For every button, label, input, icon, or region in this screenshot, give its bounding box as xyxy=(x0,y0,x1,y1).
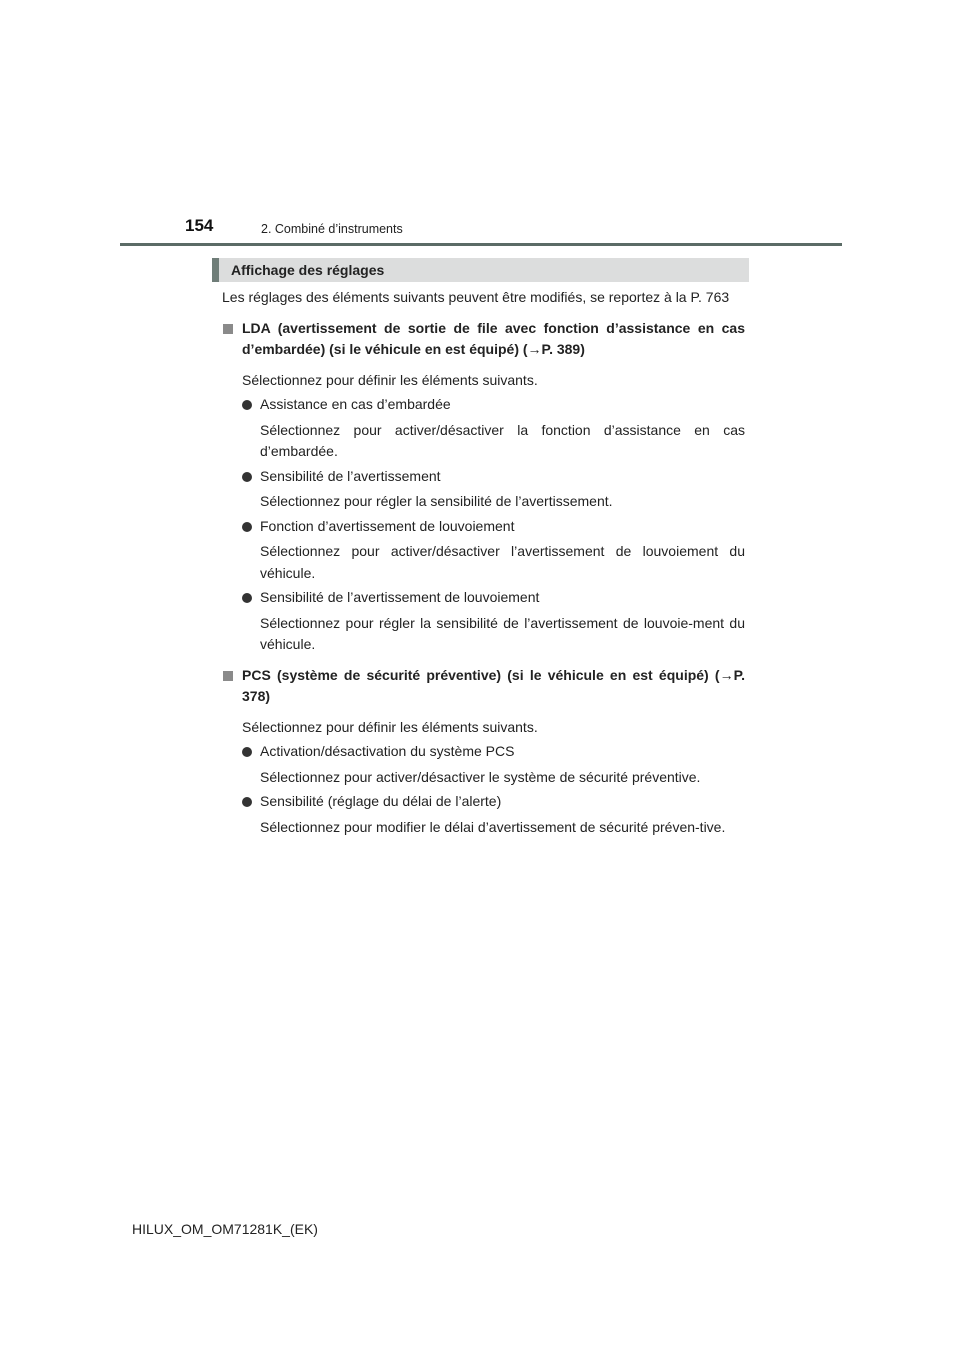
subsection-title xyxy=(222,318,745,361)
list-item-label: Sensibilité de l’avertissement de louvoiement xyxy=(260,589,540,605)
chapter-title: 2. Combiné d’instruments xyxy=(261,222,403,236)
subsection-desc: Sélectionnez pour définir les éléments suivants. xyxy=(242,371,538,388)
list-item-label: Sensibilité de l’avertissement xyxy=(260,467,441,484)
list-item-desc: Sélectionnez pour activer/désactiver le système de sécurité préventive. xyxy=(260,768,701,785)
round-bullet-icon xyxy=(242,797,252,807)
list-item xyxy=(222,791,745,813)
round-bullet-icon xyxy=(242,747,252,757)
list-item-label: Fonction d’avertissement de louvoiement xyxy=(260,517,515,534)
list-item-desc: Sélectionnez pour régler la sensibilité de l’avertissement. xyxy=(260,493,613,509)
round-bullet-icon xyxy=(242,522,252,532)
list-item xyxy=(222,394,745,416)
section-heading-bar xyxy=(212,258,749,282)
subsection-title xyxy=(222,665,745,708)
round-bullet-icon xyxy=(242,472,252,482)
list-item xyxy=(222,516,745,538)
subsection-desc: Sélectionnez pour définir les éléments suivants. xyxy=(242,718,538,735)
subsection-pcs xyxy=(222,665,745,839)
list-item-desc: Sélectionnez pour modifier le délai d’avertissement de sécurité préven-tive. xyxy=(260,818,726,835)
round-bullet-icon xyxy=(242,400,252,410)
footer-code: HILUX_OM_OM71281K_(EK) xyxy=(132,1221,318,1237)
list-item-label: Activation/désactivation du système PCS xyxy=(260,743,515,759)
content xyxy=(222,287,745,841)
list-item-label: Sensibilité (réglage du délai de l’alerte) xyxy=(260,793,502,809)
list-item-label: Assistance en cas d’embardée xyxy=(260,396,451,412)
square-bullet-icon xyxy=(223,671,233,681)
list-item-desc: Sélectionnez pour activer/désactiver la fonction d’assistance en cas d’embardée. xyxy=(260,421,745,459)
list-item-desc: Sélectionnez pour régler la sensibilité de l’avertissement de louvoie-ment du véhicule. xyxy=(260,614,745,652)
subsection-lda xyxy=(222,318,745,656)
list-item xyxy=(222,466,745,488)
subsection-title-text: LDA (avertissement de sortie de file avec fonction d’assistance en cas d’embardée) (si le véhicule en est équipé) (→P. 389) xyxy=(242,319,745,357)
square-bullet-icon xyxy=(223,324,233,334)
list-item xyxy=(222,741,745,763)
list-item-desc: Sélectionnez pour activer/désactiver l’avertissement de louvoiement du véhicule. xyxy=(260,543,745,581)
intro-paragraph: Les réglages des éléments suivants peuvent être modifiés, se reportez à la P. 763 xyxy=(222,289,730,305)
list-item xyxy=(222,587,745,609)
round-bullet-icon xyxy=(242,593,252,603)
section-heading: Affichage des réglages xyxy=(231,262,385,278)
page-number: 154 xyxy=(185,216,214,235)
subsection-title-text: PCS (système de sécurité préventive) (si le véhicule en est équipé) (→P. 378) xyxy=(242,666,745,704)
header-rule xyxy=(120,243,842,246)
